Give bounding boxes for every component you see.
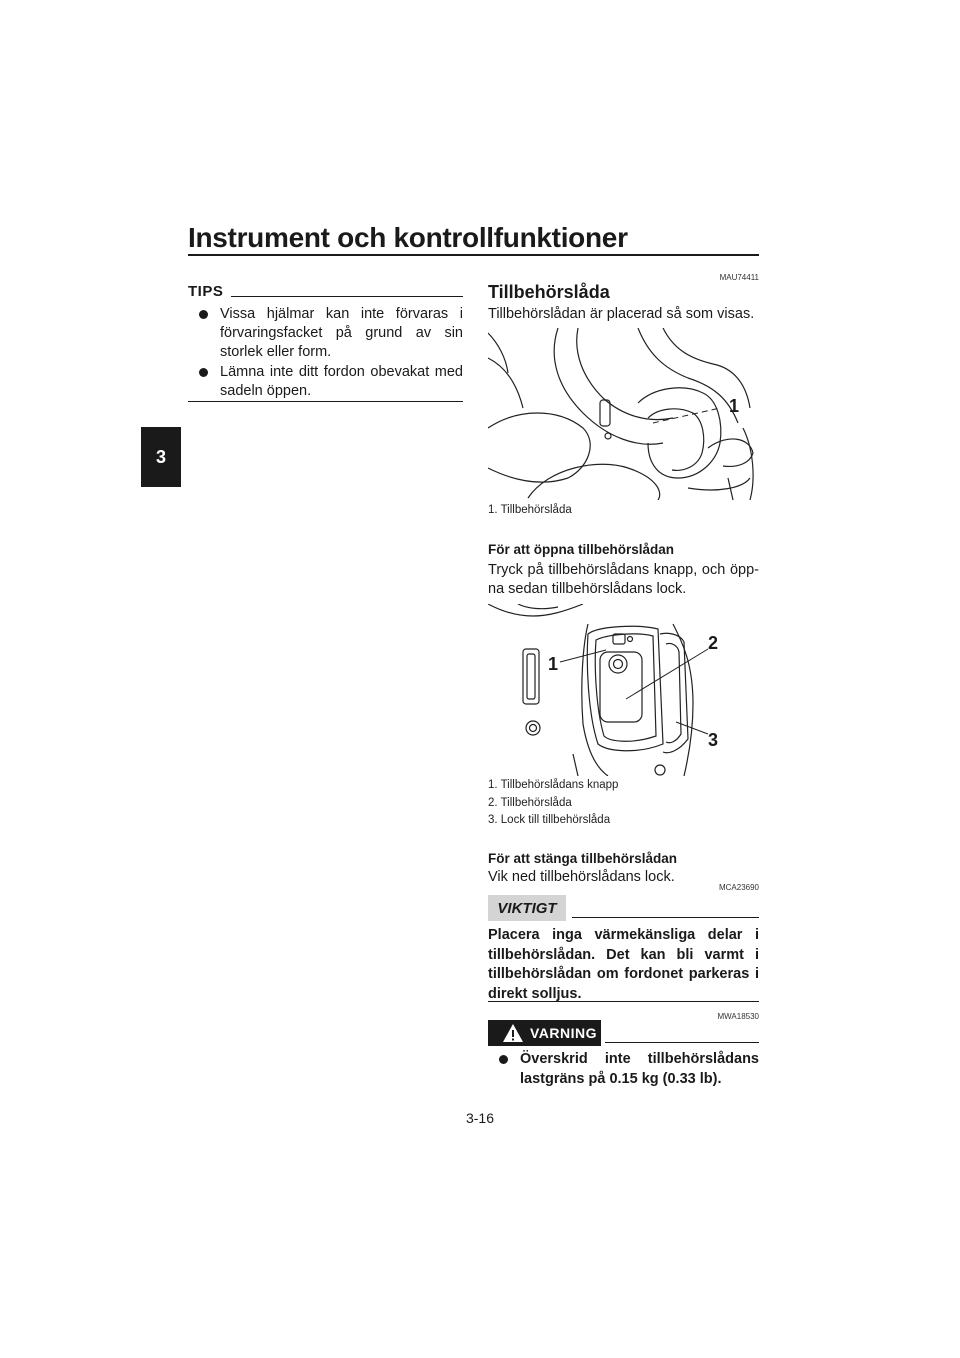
figure2-callout-3: 3 — [708, 730, 719, 750]
tips-end-rule — [188, 401, 463, 402]
open-heading: För att öppna tillbehörslådan — [488, 542, 675, 557]
chapter-tab: 3 — [141, 427, 181, 487]
warning-label-box — [488, 1020, 601, 1046]
header-rule — [188, 254, 759, 256]
warning-label: VARNING — [530, 1025, 598, 1041]
close-text: Vik ned tillbehörslådans lock. — [488, 869, 675, 885]
figure-accessory-box-open — [488, 604, 759, 776]
section-code: MAU74411 — [719, 273, 759, 282]
warning-item-text: Överskrid inte tillbehörslådans lastgräns på 0.15 kg (0.33 lb). — [520, 1051, 759, 1087]
tips-label: TIPS — [188, 283, 224, 300]
figure1-callout: 1 — [729, 396, 740, 416]
figure2-caption: 3. Lock till tillbehörslåda — [488, 814, 611, 826]
notice-label: VIKTIGT — [488, 895, 566, 921]
figure2-captions — [488, 777, 618, 830]
notice-end-rule — [488, 1001, 759, 1002]
close-heading: För att stänga tillbehörslådan — [488, 851, 678, 866]
tips-item — [196, 363, 463, 401]
warning-rule — [605, 1042, 759, 1043]
figure2-callout-2: 2 — [708, 633, 719, 653]
tips-item — [196, 305, 463, 362]
figure2-callout-1: 1 — [548, 654, 559, 674]
figure-accessory-box-location — [488, 328, 759, 500]
page-number: 3-16 — [465, 1110, 495, 1126]
figure2-caption: 1. Tillbehörslådans knapp — [488, 779, 619, 791]
bullet-icon — [199, 368, 208, 377]
notice-code: MCA23690 — [718, 883, 759, 892]
leader-line — [626, 649, 708, 699]
section-title: Tillbehörslåda — [488, 282, 610, 302]
warning-item — [496, 1050, 759, 1089]
figure2-caption: 2. Tillbehörslåda — [488, 796, 572, 809]
open-text: Tryck på tillbehörslådans knapp, och öppna sedan tillbehörslådans lock. — [488, 562, 759, 597]
notice-rule — [572, 917, 759, 918]
tips-item-text: Lämna inte ditt fordon obevakat med sadeln öppen. — [220, 364, 463, 399]
warning-code: MWA18530 — [717, 1012, 759, 1021]
tips-item-text: Vissa hjälmar kan inte förvaras i förvaringsfacket på grund av sin storlek eller form. — [220, 306, 463, 360]
figure1-caption: 1. Tillbehörslåda — [488, 504, 572, 516]
tips-rule — [231, 296, 463, 297]
warning-triangle-icon — [502, 1023, 524, 1043]
page-header-title: Instrument och kontrollfunktioner — [188, 222, 628, 253]
notice-text: Placera inga värmekänsliga delar i tillbehörslådan. Det kan bli varmt i tillbehörslådan om fordonet parkeras i direkt solljus. — [488, 927, 759, 1002]
bullet-icon — [499, 1055, 508, 1064]
bullet-icon — [199, 310, 208, 319]
section-intro: Tillbehörslådan är placerad så som visas. — [488, 306, 755, 322]
warning-list — [496, 1050, 759, 1090]
tips-list — [196, 305, 463, 402]
